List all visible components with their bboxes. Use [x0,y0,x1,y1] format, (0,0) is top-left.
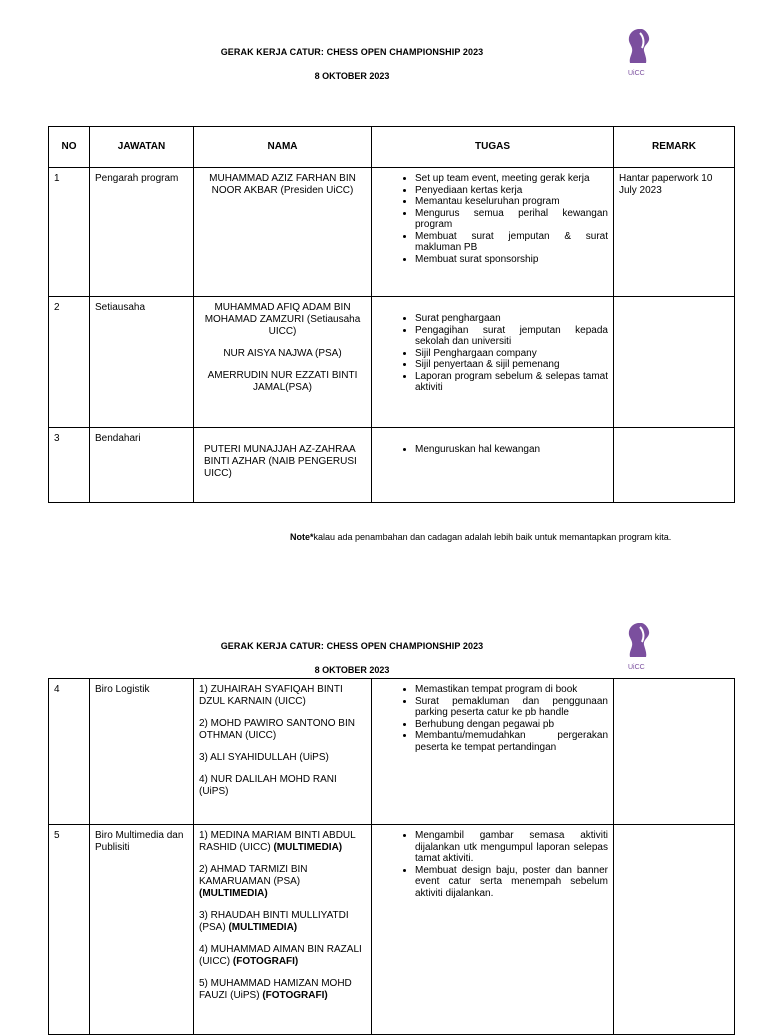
row-tugas [372,825,614,1035]
header-jawatan: JAWATAN [90,127,194,168]
row-nama [194,168,372,297]
tugas-item: • Sijil penyertaan & sijil pemenang [415,359,608,371]
nama-entry: 4) MUHAMMAD AIMAN BIN RAZALI (UICC) (FOTOGRAFI) [199,944,362,967]
header-nama: NAMA [194,127,372,168]
nama-entry: 1) ZUHAIRAH SYAFIQAH BINTI DZUL KARNAIN (UICC) [199,684,343,707]
row-remark [614,679,735,825]
row-nama [194,297,372,428]
document-date: 8 OKTOBER 2023 [314,665,390,675]
row-nama [194,679,372,825]
table-row [49,297,735,428]
header-tugas: TUGAS [372,127,614,168]
row-tugas [372,428,614,503]
row-no: 1 [49,168,90,297]
row-jawatan: Setiausaha [90,297,194,428]
table-row [49,168,735,297]
row-tugas [372,168,614,297]
logo-text: UiCC [628,70,645,77]
row-jawatan: Biro Logistik [90,679,194,825]
logo-text: UiCC [628,664,645,671]
document-date: 8 OKTOBER 2023 [314,71,390,81]
table-row [49,428,735,503]
table-row [49,825,735,1035]
tugas-list [377,684,608,753]
row-nama [194,825,372,1035]
row-jawatan: Biro Multimedia dan Publisiti [90,825,194,1035]
tugas-item: • Mengurus semua perihal kewangan program [415,208,608,231]
tugas-item: • Penyediaan kertas kerja [415,185,608,197]
row-no: 4 [49,679,90,825]
row-remark [614,825,735,1035]
tugas-item: • Surat penghargaan [415,313,608,325]
nama-entry: 2) AHMAD TARMIZI BIN KAMARUAMAN (PSA) (MULTIMEDIA) [199,864,308,899]
nama-entry: MUHAMMAD AZIZ FARHAN BIN NOOR AKBAR (Presiden UiCC) [209,173,356,196]
task-table-page-1 [48,126,735,503]
tugas-item: • Sijil Penghargaan company [415,348,608,360]
nama-entry: MUHAMMAD AFIQ ADAM BIN MOHAMAD ZAMZURI (Setiausaha UICC) [204,302,361,337]
tugas-item: • Membuat surat sponsorship [415,254,608,266]
nama-entry: 3) ALI SYAHIDULLAH (UiPS) [199,752,329,763]
tugas-item: • Pengagihan surat jemputan kepada sekolah dan universiti [415,325,608,348]
nama-entry: PUTERI MUNAJJAH AZ-ZAHRAA BINTI AZHAR (NAIB PENGERUSI UICC) [204,444,357,479]
table-row [49,679,735,825]
tugas-item: • Mengambil gambar semasa aktiviti dijalankan utk mengumpul laporan selepas tamat aktiviti. [415,830,608,865]
nama-entry: 4) NUR DALILAH MOHD RANI (UiPS) [199,774,337,797]
page-2 [0,600,768,1024]
header-no: NO [49,127,90,168]
row-tugas [372,679,614,825]
note-text: kalau ada penambahan dan cadagan adalah lebih baik untuk memantapkan program kita. [313,532,672,542]
row-remark [614,297,735,428]
row-no: 2 [49,297,90,428]
row-no: 3 [49,428,90,503]
nama-entry: 1) MEDINA MARIAM BINTI ABDUL RASHID (UICC) (MULTIMEDIA) [199,830,356,853]
tugas-list [377,173,608,265]
nama-entry: 5) MUHAMMAD HAMIZAN MOHD FAUZI (UiPS) (FOTOGRAFI) [199,978,352,1001]
row-jawatan: Bendahari [90,428,194,503]
tugas-list [377,444,608,456]
page-separator [0,585,768,586]
tugas-item: • Menguruskan hal kewangan [415,444,608,456]
uicc-logo [618,620,660,672]
tugas-item: • Set up team event, meeting gerak kerja [415,173,608,185]
task-table-page-2 [48,678,735,1035]
row-remark [614,428,735,503]
nama-entry: 2) MOHD PAWIRO SANTONO BIN OTHMAN (UICC) [199,718,355,741]
row-jawatan: Pengarah program [90,168,194,297]
nama-entry: AMERRUDIN NUR EZZATI BINTI JAMAL(PSA) [207,370,358,393]
uicc-logo [618,26,660,78]
nama-entry: 3) RHAUDAH BINTI MULLIYATDI (PSA) (MULTIMEDIA) [199,910,349,933]
tugas-list [377,313,608,394]
row-remark: Hantar paperwork 10 July 2023 [614,168,735,297]
tugas-item: • Membuat surat jemputan & surat makluman PB [415,231,608,254]
row-tugas [372,297,614,428]
note-label: Note* [290,532,314,542]
tugas-item: • Membantu/memudahkan pergerakan peserta ke tempat pertandingan [415,730,608,753]
tugas-item: • Laporan program sebelum & selepas tamat aktiviti [415,371,608,394]
tugas-item: • Memastikan tempat program di book [415,684,608,696]
row-no: 5 [49,825,90,1035]
tugas-item: • Berhubung dengan pegawai pb [415,719,608,731]
tugas-item: • Surat pemakluman dan penggunaan parking peserta catur ke pb handle [415,696,608,719]
row-nama [194,428,372,503]
table-header-row [49,127,735,168]
document-title: GERAK KERJA CATUR: CHESS OPEN CHAMPIONSHIP 2023 [220,47,484,57]
nama-entry: NUR AISYA NAJWA (PSA) [223,348,342,359]
tugas-item: • Memantau keseluruhan program [415,196,608,208]
note [290,532,671,542]
document-title: GERAK KERJA CATUR: CHESS OPEN CHAMPIONSHIP 2023 [220,641,484,651]
tugas-list [377,830,608,899]
header-remark: REMARK [614,127,735,168]
tugas-item: • Membuat design baju, poster dan banner event catur serta menempah sebelum aktiviti dijalankan. [415,865,608,900]
